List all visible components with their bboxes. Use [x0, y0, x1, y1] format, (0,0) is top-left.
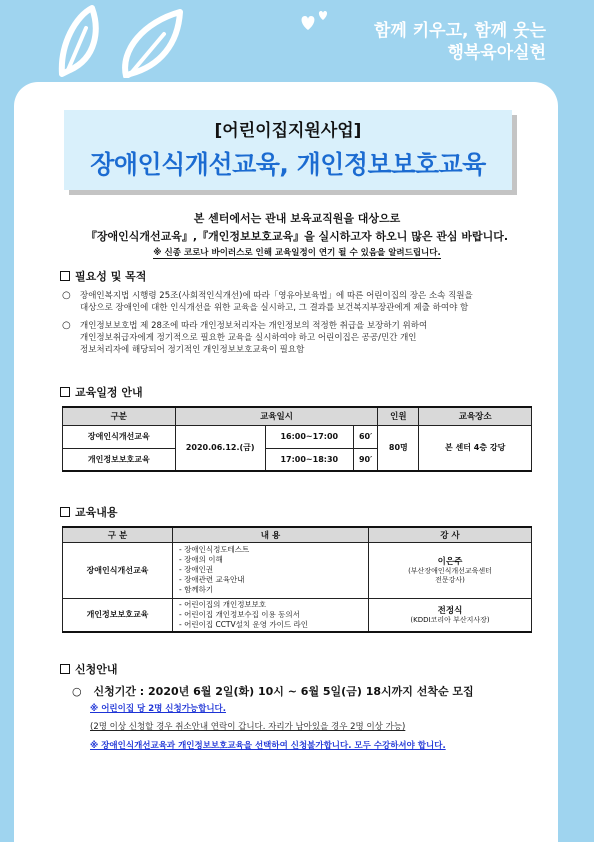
- section-heading-apply: [60, 661, 118, 677]
- page-title: 장애인식개선교육, 개인정보보호교육: [90, 150, 486, 179]
- section-heading-schedule: [60, 384, 143, 400]
- section-heading-text: 필요성 및 목적: [75, 270, 147, 283]
- apply-note-both: ※ 장애인식개선교육과 개인정보보호교육을 선택하여 신청불가합니다. 모두 수강하셔야 합니다.: [90, 741, 446, 751]
- instructor-affiliation: 전문강사): [435, 576, 465, 584]
- slogan: [374, 20, 546, 64]
- list-item: - 어린이집 개인정보수집 이용 동의서: [179, 609, 300, 619]
- schedule-name: 장애인식개선교육: [63, 425, 176, 448]
- title-sub: [어린이집지원사업]: [214, 121, 362, 141]
- list-item: - 어린이집의 개인정보보호: [179, 599, 267, 609]
- checkbox-square-icon: [60, 507, 70, 517]
- schedule-people: 80명: [378, 425, 419, 471]
- leaf-icon: [56, 4, 186, 78]
- list-item: - 장애관련 교육안내: [179, 575, 245, 584]
- purpose-item-line3: 정보처리자에 해당되어 정기적인 개인정보보호교육이 필요함: [80, 345, 305, 355]
- intro-notice: [0, 246, 594, 258]
- instructor-name: 전정식: [437, 606, 463, 617]
- checkbox-square-icon: [60, 664, 70, 674]
- schedule-name: 개인정보보호교육: [63, 448, 176, 471]
- content-items: [173, 542, 369, 598]
- list-item: - 장애인권: [179, 565, 214, 574]
- title-box: [64, 110, 512, 190]
- section-heading-text: 교육내용: [75, 506, 118, 519]
- table-header-row: [63, 527, 532, 542]
- list-item: - 장애의 이해: [179, 555, 223, 564]
- header-datetime: 교육일시: [175, 407, 378, 425]
- apply-note-limit: ※ 어린이집 당 2명 신청가능합니다.: [90, 704, 226, 714]
- header-category: 구분: [63, 407, 176, 425]
- instructor-affiliation: (부산장애인식개선교육센터: [408, 567, 492, 575]
- schedule-time: 17:00~18:30: [265, 448, 353, 471]
- schedule-date: 2020.06.12.(금): [175, 425, 265, 471]
- checkbox-square-icon: [60, 271, 70, 281]
- header-instructor: 강 사: [369, 527, 532, 542]
- list-item: - 어린이집 CCTV설치 운영 가이드 라인: [179, 619, 308, 629]
- purpose-item-line2: 개인정보취급자에게 정기적으로 필요한 교육을 실시하여야 하고 어린이집은 공공/민간 개인: [80, 333, 417, 343]
- section-heading-text: 신청안내: [75, 663, 118, 676]
- content-items: [173, 598, 369, 632]
- circle-bullet-icon: ○: [62, 290, 71, 301]
- header-people: 인원: [378, 407, 419, 425]
- list-item: - 장애인식정도테스트: [179, 545, 250, 554]
- instructor-name: 이은주: [437, 557, 463, 567]
- purpose-item-line2: 대상으로 장애인에 대한 인식개선을 위한 교육을 실시하고, 그 결과를 보건복지부장관에게 제출 하여야 함: [80, 303, 469, 313]
- table-row: [63, 542, 532, 598]
- header-place: 교육장소: [419, 407, 532, 425]
- table-row: [63, 425, 532, 448]
- intro-line2: 『장애인식개선교육』,『개인정보보호교육』을 실시하고자 하오니 많은 관심 바랍니다.: [85, 230, 509, 243]
- header-category: 구 분: [63, 527, 173, 542]
- purpose-item-line1: 장애인복지법 시행령 25조(사회적인식개선)에 따라「영유아보육법」에 따른 어린이집의 장은 소속 직원을: [80, 291, 473, 301]
- purpose-item-1: [62, 290, 532, 314]
- content-instructor: [369, 542, 532, 598]
- circle-bullet-icon: ○: [62, 320, 71, 331]
- circle-bullet-icon: ○: [72, 685, 82, 698]
- schedule-time: 16:00~17:00: [265, 425, 353, 448]
- intro-line1: 본 센터에서는 관내 보육교직원을 대상으로: [193, 212, 401, 225]
- slogan-line1: 함께 키우고, 함께 웃는: [373, 21, 546, 41]
- checkbox-square-icon: [60, 387, 70, 397]
- table-header-row: [63, 407, 532, 425]
- content-name: 장애인식개선교육: [63, 542, 173, 598]
- instructor-affiliation: (KDDI코리아 부산지사장): [410, 616, 490, 625]
- schedule-place: 본 센터 4층 강당: [419, 425, 532, 471]
- purpose-item-line1: 개인정보보호법 제 28조에 따라 개인정보처리자는 개인정보의 적정한 취급을 보장하기 위하여: [80, 321, 428, 331]
- content-instructor: [369, 598, 532, 632]
- content-table: [62, 526, 532, 633]
- content-name: 개인정보보호교육: [63, 598, 173, 632]
- intro-notice-text: ※ 신종 코로나 바이러스로 인해 교육일정이 연기 될 수 있음을 알려드립니다.: [153, 248, 441, 258]
- schedule-table: [62, 406, 532, 472]
- apply-note-cancel: (2명 이상 신청할 경우 취소안내 연락이 갑니다. 자리가 남아있을 경우 2명 이상 가능): [90, 722, 406, 732]
- schedule-minutes: 90′: [353, 448, 378, 471]
- section-heading-content: [60, 504, 118, 520]
- hearts-icon: [298, 8, 334, 38]
- list-item: - 함께하기: [179, 585, 214, 594]
- section-heading-purpose: [60, 268, 146, 284]
- purpose-item-2: [62, 320, 532, 356]
- apply-period: [72, 683, 474, 699]
- slogan-line2: 행복육아실현: [447, 43, 546, 63]
- schedule-minutes: 60′: [353, 425, 378, 448]
- table-row: [63, 598, 532, 632]
- header-content: 내 용: [173, 527, 369, 542]
- apply-period-text: 신청기간 : 2020년 6월 2일(화) 10시 ~ 6월 5일(금) 18시까지 선착순 모집: [93, 685, 474, 698]
- section-heading-text: 교육일정 안내: [75, 386, 143, 399]
